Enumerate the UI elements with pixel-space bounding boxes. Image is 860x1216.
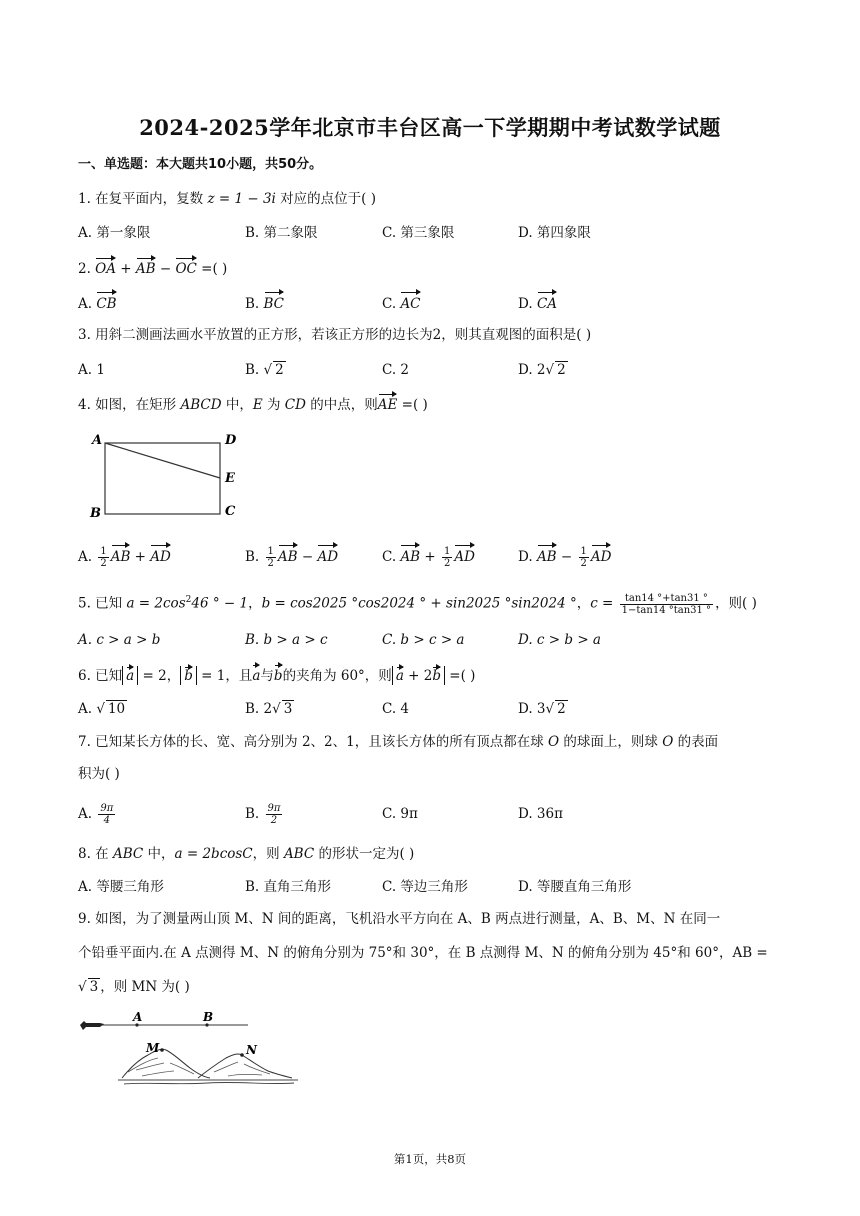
option-a: A. √ 10	[78, 701, 126, 717]
option-b: B. BC	[245, 291, 284, 315]
option-c: C. AB + $\frac{1}{2}$ AD	[382, 546, 475, 569]
option-d: D. CA	[518, 291, 557, 315]
label-a: A	[133, 1010, 143, 1024]
section-heading: 一、单选题：本大题共10小题，共50分。	[78, 157, 323, 172]
option-d: D. 2√ 2	[518, 362, 566, 378]
question-5-stem: 5. 已知 $a = 2\cos^246$ ° − 1，b = cos2025 °cos2024 ° + sin2025 °sin2024 °，c = $\frac{\tan 14 ^\circ+\tan 31 ^\circ}{1-\tan 14 ^\circ\tan 31 ^\circ}$ ，则( )	[78, 592, 757, 616]
question-7-stem-line1: 7. 已知某长方体的长、宽、高分别为 2、2、1，且该长方体的所有顶点都在球 O 的球面上，则球 O 的表面	[78, 734, 719, 750]
option-c: C. 2	[382, 362, 410, 378]
option-c: C. AC	[382, 291, 421, 315]
option-a: A. c > a > b	[78, 632, 161, 648]
q2-op2: −	[155, 261, 176, 277]
option-b: B. √ 2	[245, 362, 284, 378]
ground-lines	[118, 1080, 298, 1084]
option-b: B. $\frac{9\pi}{2}$	[245, 803, 281, 826]
q2-tail: =( )	[196, 261, 228, 277]
question-8-stem: 8. 在 ABC 中，a = 2bcosC，则 ABC 的形状一定为( )	[78, 846, 415, 862]
label-d: D	[225, 433, 237, 448]
question-6-options	[78, 698, 798, 720]
question-4-options	[78, 544, 798, 569]
option-c: C. 4	[382, 701, 410, 717]
question-3-stem: 3. 用斜二测画法画水平放置的正方形，若该正方形的边长为2，则其直观图的面积是( )	[78, 327, 592, 343]
question-1-options	[78, 222, 798, 244]
q2-op: +	[116, 261, 136, 277]
rectangle-figure	[88, 430, 238, 525]
label-a: A	[92, 433, 103, 448]
q2-number: 2.	[78, 261, 96, 277]
page-footer: 第1页，共8页	[393, 1152, 467, 1166]
option-b: B. 第二象限	[245, 225, 318, 241]
segment-ae	[105, 443, 220, 478]
question-2-stem	[78, 257, 227, 279]
option-c: C. 9π	[382, 806, 418, 822]
mountain-m-shading	[128, 1058, 194, 1076]
label-n: N	[246, 1043, 257, 1057]
label-c: C	[225, 504, 236, 519]
question-7-options	[78, 803, 798, 825]
option-a: A. $\frac{1}{2}$ AB + AD	[78, 546, 171, 569]
vector-oc: OC	[175, 257, 196, 279]
vector-oa: OA	[95, 257, 116, 279]
option-a: A. 1	[78, 362, 105, 378]
question-6-stem: 6. 已知 a = 2， b = 1，且a与b的夹角为 60°，则 a + 2b =( )	[78, 664, 475, 686]
question-8-options	[78, 876, 798, 898]
option-c: C. 第三象限	[382, 225, 455, 241]
option-d: D. c > b > a	[518, 632, 601, 648]
q1-text-end: 对应的点位于( )	[275, 191, 376, 207]
option-d: D. 等腰直角三角形	[518, 879, 632, 895]
option-d: D. AB − $\frac{1}{2}$ AD	[518, 546, 612, 569]
vector-ab: AB	[136, 257, 156, 279]
option-c: C. 等边三角形	[382, 879, 468, 895]
question-9-stem-line2: 个铅垂平面内.在 A 点测得 M、N 的俯角分别为 75°和 30°，在 B 点测得 M、N 的俯角分别为 45°和 60°，AB =	[78, 945, 768, 961]
question-9-stem-line3: √ 3 ，则 MN 为( )	[78, 979, 190, 995]
option-a: A. CB	[78, 291, 117, 315]
q1-expression: z = 1 − 3i	[207, 191, 276, 207]
page-title: 2024-2025学年北京市丰台区高一下学期期中考试数学试题	[139, 115, 721, 140]
label-b: B	[203, 1010, 214, 1024]
option-a: A. $\frac{9\pi}{4}$	[78, 803, 114, 826]
mountain-m-outline	[122, 1049, 210, 1078]
option-b: B. 2√ 3	[245, 701, 293, 717]
question-5-options	[78, 629, 798, 651]
question-1-stem	[78, 189, 376, 209]
question-9-stem-line1: 9. 如图，为了测量两山顶 M、N 间的距离，飞机沿水平方向在 A、B 两点进行测量，A、B、M、N 在同一	[78, 911, 721, 927]
question-3-options	[78, 359, 798, 381]
option-d: D. 3√ 2	[518, 701, 566, 717]
point-n	[240, 1053, 244, 1057]
option-b: B. 直角三角形	[245, 879, 332, 895]
question-2-options	[78, 291, 798, 313]
option-a: A. 第一象限	[78, 225, 151, 241]
label-e: E	[225, 471, 235, 486]
option-b: B. b > a > c	[245, 632, 328, 648]
vector-ae: AE	[378, 393, 398, 415]
rectangle-abcd	[105, 443, 220, 514]
label-b: B	[90, 506, 101, 521]
airplane-icon	[80, 1021, 104, 1030]
option-b: B. $\frac{1}{2}$ AB − AD	[245, 546, 339, 569]
option-c: C. b > c > a	[382, 632, 465, 648]
question-4-stem: 4. 如图，在矩形 ABCD 中，E 为 CD 的中点，则AE =( )	[78, 393, 428, 415]
option-a: A. 等腰三角形	[78, 879, 164, 895]
label-m: M	[146, 1041, 160, 1055]
option-d: D. 36π	[518, 806, 563, 822]
mountain-figure	[78, 1008, 308, 1088]
question-7-stem-line2: 积为( )	[78, 766, 120, 782]
mountain-n-shading	[214, 1062, 270, 1076]
option-d: D. 第四象限	[518, 225, 591, 241]
point-m	[160, 1048, 164, 1052]
q1-text: 1. 在复平面内，复数	[78, 191, 208, 207]
